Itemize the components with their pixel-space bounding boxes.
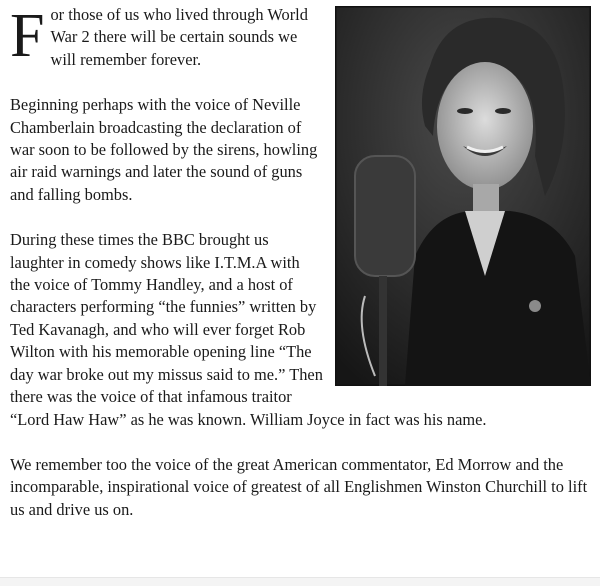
page-bottom-edge bbox=[0, 577, 600, 586]
paragraph-3: During these times the BBC brought us laughter in comedy shows like I.T.M.A with the voice of Tommy Handley, and a host of characters performing “the funnies” written by Ted Kavanagh, and who will ever forget Rob Wilton with his memorable opening line “The day war broke out my missus said to me.” Then there was the voice of that infamous traitor “Lord Haw Haw” as he was known. William Joyce in fact was his name. bbox=[10, 230, 487, 429]
singer-photo bbox=[335, 6, 591, 386]
paragraph-4: We remember too the voice of the great American commentator, Ed Morrow and the incomparable, inspirational voice of greatest of all Englishmen Winston Churchill to lift us and drive us on. bbox=[10, 454, 588, 519]
woman-at-microphone-image bbox=[335, 6, 591, 386]
article-text bbox=[10, 4, 595, 544]
paragraph-1-text: or those of us who lived through World War 2 there will be certain sounds we will remember forever. bbox=[50, 5, 308, 69]
drop-cap-letter: F bbox=[10, 2, 45, 70]
paragraph-2: Beginning perhaps with the voice of Neville Chamberlain broadcasting the declaration of war soon to be followed by the sirens, howling air raid warnings and later the sound of guns and falling bombs. bbox=[10, 95, 318, 204]
